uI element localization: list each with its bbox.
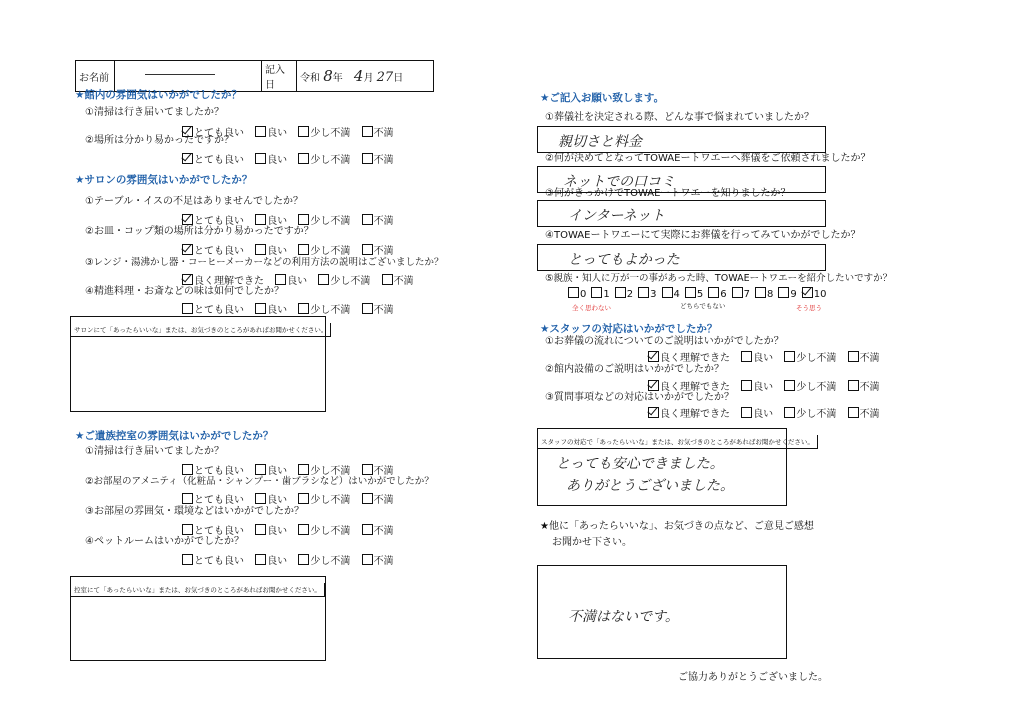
request-q4: ④TOWAEートワエーにて実際にお葬儀を行ってみていかがでしたか？ [545,230,861,241]
option-label: 少し不満 [310,216,351,227]
option-label: 不満 [859,382,880,393]
checkbox[interactable] [778,287,789,298]
era: 令和 [300,73,320,84]
checkbox[interactable] [362,126,373,137]
year-value: 8 [323,67,333,85]
checkbox[interactable] [591,287,602,298]
salon-q1: ①テーブル・イスの不足はありませんでしたか？ [85,196,303,207]
hall-title: ★館内の雰囲気はいかがでしたか？ [75,89,242,101]
option-label: 不満 [373,155,394,166]
scale-option[interactable] [732,287,750,300]
scale-option[interactable] [708,287,726,300]
option-label: 少し不満 [330,276,371,287]
month-value: 4 [353,67,364,85]
staff-box-label: スタッフの対応で「あったらいいな」または、お気づきのところがあればお聞かせください。 [538,435,818,449]
option-label: 不満 [373,495,394,506]
option-label: 良い [267,128,288,139]
checkbox[interactable] [298,244,309,255]
option-label: 少し不満 [310,155,351,166]
day-value: 27 [376,70,394,85]
checkbox[interactable] [662,287,673,298]
answer-4: とってもよかった [568,252,680,268]
scale-label: 0 [580,289,587,300]
other-comment-box[interactable] [537,565,787,659]
checkbox-checked[interactable] [648,380,659,391]
checkbox[interactable] [255,464,266,475]
scale-label: 4 [673,289,680,300]
staff-comment-box[interactable] [537,428,814,506]
family-title: ★ご遺族控室の雰囲気はいかがでしたか？ [75,430,274,442]
checkbox[interactable] [362,214,373,225]
option-label: 良く理解できた [194,276,264,287]
checkbox[interactable] [362,493,373,504]
hall-q2-options[interactable] [182,151,402,166]
option-label: 不満 [373,128,394,139]
checkbox[interactable] [362,524,373,535]
answer-box-4[interactable] [537,244,826,271]
scale-right-label: そう思う [796,304,822,312]
family-q4-options[interactable] [182,552,402,567]
option-label: とても良い [194,495,244,506]
checkbox[interactable] [255,153,266,164]
scale-label: 10 [813,289,827,300]
family-q1-options[interactable] [182,462,402,477]
checkbox-checked[interactable] [802,287,813,298]
salon-q4-options[interactable] [182,301,402,316]
request-q5: ⑤親族・知人に万が一の事があった時、TOWAEートワエーを紹介したいですか？ [545,273,893,284]
checkbox-checked[interactable] [182,244,193,255]
request-title: ★ご記入お願い致します。 [540,92,665,104]
family-q2: ②お部屋のアメニティ（化粧品・シャンプー・歯ブラシなど）はいかがでしたか？ [85,476,434,487]
checkbox[interactable] [298,214,309,225]
option-label: 不満 [373,466,394,477]
staff-q1: ①お葬儀の流れについてのご説明はいかがでしたか？ [545,336,784,347]
checkbox[interactable] [382,274,393,285]
scale-left-label: 全く思わない [572,304,611,312]
checkbox[interactable] [741,407,752,418]
checkbox[interactable] [362,244,373,255]
family-q3: ③お部屋の雰囲気・環境などはいかがでしたか？ [85,506,304,517]
checkbox[interactable] [298,493,309,504]
checkbox[interactable] [182,303,193,314]
checkbox[interactable] [755,287,766,298]
option-label: とても良い [194,556,244,567]
answer-2: ネットでの口コミ [563,174,675,190]
staff-title: ★スタッフの対応はいかがでしたか？ [540,323,718,335]
checkbox-checked[interactable] [182,153,193,164]
option-label: とても良い [194,526,244,537]
checkbox[interactable] [318,274,329,285]
answer-box-3[interactable] [537,200,826,227]
scale-option[interactable] [755,287,773,300]
checkbox[interactable] [182,493,193,504]
option-label: 少し不満 [310,128,351,139]
salon-title: ★サロンの雰囲気はいかがでしたか？ [75,174,253,186]
checkbox-checked[interactable] [182,274,193,285]
checkbox[interactable] [182,464,193,475]
scale-option[interactable] [778,287,796,300]
checkbox[interactable] [685,287,696,298]
option-label: 不満 [373,216,394,227]
checkbox[interactable] [298,126,309,137]
staff-comment-line1: とっても安心できました。 [556,456,724,472]
option-label: 良い [267,495,288,506]
option-label: 不満 [373,305,394,316]
salon-q2-options[interactable] [182,242,402,257]
checkbox[interactable] [848,407,859,418]
scale-option[interactable] [615,287,633,300]
option-label: 不満 [373,556,394,567]
option-label: とても良い [194,216,244,227]
checkbox-checked[interactable] [648,407,659,418]
option-label: 少し不満 [796,353,837,364]
option-label: 少し不満 [310,495,351,506]
option-label: 不満 [373,246,394,257]
checkbox[interactable] [275,274,286,285]
option-label: 良い [267,526,288,537]
option-label: 良く理解できた [660,382,730,393]
answer-1: 親切さと料金 [558,134,642,150]
salon-q1-options[interactable] [182,212,402,227]
family-q3-options[interactable] [182,522,402,537]
staff-q2: ②館内設備のご説明はいかがでしたか？ [545,364,724,375]
other-line1: ★他に「あったらいいな」、お気づきの点など、ご意見ご感想 [540,521,814,532]
option-label: 良く理解できた [660,409,730,420]
hall-q1: ①清掃は行き届いてましたか？ [85,107,224,118]
hall-q2: ②場所は分かり易かったですか？ [85,135,234,146]
checkbox-checked[interactable] [648,351,659,362]
checkbox[interactable] [255,554,266,565]
option-label: 不満 [373,526,394,537]
staff-q1-options[interactable] [648,349,888,364]
option-label: 少し不満 [310,466,351,477]
checkbox[interactable] [255,524,266,535]
checkbox[interactable] [255,303,266,314]
checkbox[interactable] [182,554,193,565]
option-label: とても良い [194,305,244,316]
salon-q2: ②お皿・コップ類の場所は分かり易かったですか？ [85,226,314,237]
recommend-scale[interactable] [568,287,826,300]
thanks-text: ご協力ありがとうございました。 [678,672,828,683]
option-label: 良い [753,382,774,393]
scale-label: 9 [790,289,797,300]
scale-label: 6 [720,289,727,300]
checkbox[interactable] [298,524,309,535]
option-label: 良く理解できた [660,353,730,364]
checkbox[interactable] [362,464,373,475]
checkbox[interactable] [255,214,266,225]
family-q1: ①清掃は行き届いてましたか？ [85,446,224,457]
scale-label: 5 [696,289,704,300]
staff-q3: ③質問事項などの対応はいかがでしたか？ [545,392,734,403]
scale-label: 7 [743,289,750,300]
checkbox[interactable] [255,126,266,137]
day-unit: 日 [393,73,404,84]
option-label: 少し不満 [310,556,351,567]
scale-label: 3 [650,289,657,300]
scale-label: 8 [767,289,774,300]
family-q4: ④ペットルームはいかがでしたか？ [85,536,244,547]
checkbox[interactable] [784,351,795,362]
family-q2-options[interactable] [182,491,402,506]
request-q1: ①葬儀社を決定される際、どんな事で悩まれていましたか？ [545,112,814,123]
checkbox[interactable] [298,153,309,164]
salon-comment-box[interactable] [70,316,326,412]
checkbox[interactable] [848,380,859,391]
option-label: とても良い [194,466,244,477]
checkbox[interactable] [298,464,309,475]
staff-comment-line2: ありがとうございました。 [566,478,734,494]
name-label: お名前 [76,61,115,92]
answer-3: インターネット [568,208,665,224]
salon-box-label: サロンにて「あったらいいな」または、お気づきのところがあればお聞かせください。 [71,323,331,337]
option-label: 不満 [859,353,880,364]
staff-q2-options[interactable] [648,378,888,393]
family-comment-box[interactable] [70,576,326,661]
month-unit: 月 [363,73,374,84]
option-label: 良い [267,246,288,257]
checkbox[interactable] [255,244,266,255]
scale-option[interactable] [591,287,609,300]
checkbox[interactable] [362,303,373,314]
other-answer: 不満はないです。 [568,609,679,625]
checkbox[interactable] [568,287,579,298]
option-label: 不満 [393,276,414,287]
checkbox[interactable] [298,554,309,565]
checkbox[interactable] [708,287,719,298]
option-label: とても良い [194,246,244,257]
option-label: 少し不満 [310,246,351,257]
year-unit: 年 [332,73,343,84]
scale-label: 1 [603,289,610,300]
checkbox-checked[interactable] [182,214,193,225]
request-q3: ③何がきっかけでTOWAEートワエーを知りましたか？ [545,188,791,199]
checkbox[interactable] [182,524,193,535]
checkbox[interactable] [784,407,795,418]
salon-q3: ③レンジ・湯沸かし器・コーヒーメーカーなどの利用方法の説明はございましたか？ [85,257,444,268]
scale-mid-label: どちらでもない [680,302,726,310]
checkbox[interactable] [741,380,752,391]
checkbox[interactable] [741,351,752,362]
staff-q3-options[interactable] [648,405,888,420]
option-label: 不満 [859,409,880,420]
option-label: 少し不満 [796,409,837,420]
option-label: 良い [267,155,288,166]
salon-q4: ④精進料理・お斎などの味は如何でしたか？ [85,286,284,297]
checkbox[interactable] [638,287,649,298]
date-field[interactable] [297,61,434,92]
date-label: 記入日 [262,61,297,92]
checkbox[interactable] [732,287,743,298]
scale-option[interactable] [568,287,586,300]
scale-option[interactable] [662,287,680,300]
option-label: 良い [753,353,774,364]
scale-option[interactable] [685,287,703,300]
checkbox[interactable] [255,493,266,504]
checkbox[interactable] [848,351,859,362]
option-label: 良い [267,216,288,227]
option-label: 良い [267,305,288,316]
request-q2: ②何が決めてとなってTOWAEートワエーへ葬儀をご依頼されましたか？ [545,153,871,164]
option-label: 良い [267,556,288,567]
scale-label: 2 [626,289,634,300]
checkbox[interactable] [298,303,309,314]
checkbox[interactable] [615,287,626,298]
salon-q3-options[interactable] [182,272,422,287]
scale-option[interactable] [638,287,656,300]
option-label: 少し不満 [796,382,837,393]
checkbox[interactable] [784,380,795,391]
answer-box-1[interactable] [537,126,826,153]
scale-option-selected[interactable] [802,287,827,300]
option-label: 良い [287,276,308,287]
option-label: 良い [267,466,288,477]
family-box-label: 控室にて「あったらいいな」または、お気づきのところがあればお聞かせください。 [71,583,325,597]
option-label: 少し不満 [310,526,351,537]
option-label: とても良い [194,128,244,139]
checkbox[interactable] [362,554,373,565]
checkbox[interactable] [362,153,373,164]
option-label: 良い [753,409,774,420]
option-label: とても良い [194,155,244,166]
option-label: 少し不満 [310,305,351,316]
other-line2: お聞かせ下さい。 [552,537,632,548]
